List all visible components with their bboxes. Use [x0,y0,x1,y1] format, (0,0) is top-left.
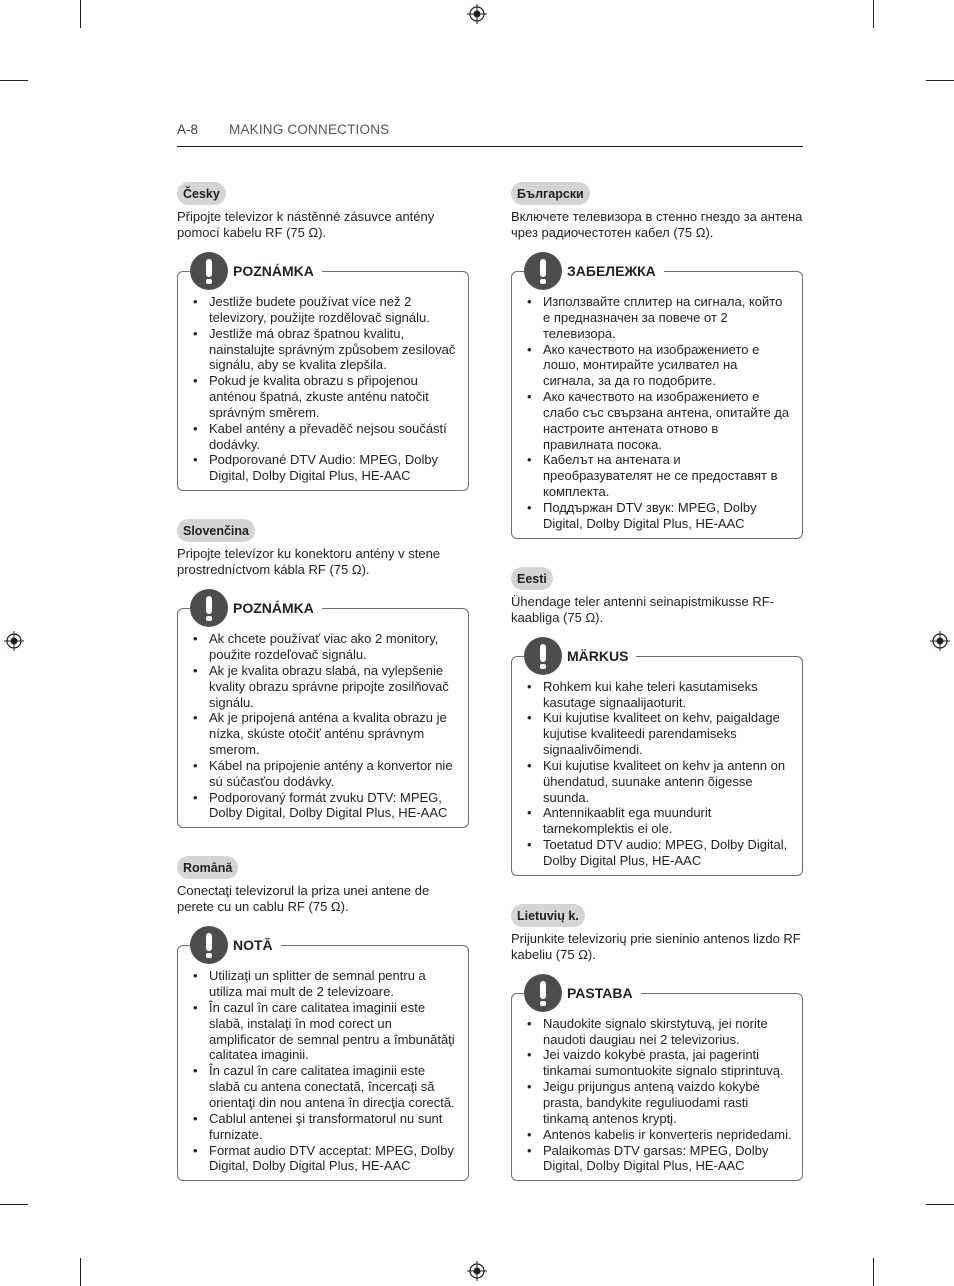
note-header [524,252,664,290]
language-section-romanian [177,856,469,1181]
note-list [192,631,458,821]
list-item: • Поддържан DTV звук: MPEG, Dolby Digital, Dolby Digital Plus, HE-AAC [526,500,792,532]
list-item: • Използвайте сплитер на сигнала, който е предназначен за повече от 2 телевизора. [526,294,792,342]
intro-text: Prijunkite televizorių prie sieninio antenos lizdo RF kabeliu (75 Ω). [511,930,801,962]
note-header [524,637,636,675]
crop-mark [80,0,81,28]
running-header [177,122,803,147]
list-item: • Кабелът на антената и преобразувателят не се предоставят в комплекта. [526,452,792,500]
note-title: PASTABA [567,984,633,1001]
intro-text: Включете телевизора в стенно гнездо за антена чрез радиочестотен кабел (75 Ω). [511,209,803,240]
intro-text: Připojte televizor k nástěnné zásuvce antény pomocí kabelu RF (75 Ω). [177,209,435,240]
crop-mark [80,1258,81,1286]
list-item: • Cablul antenei şi transformatorul nu sunt furnizate. [192,1111,458,1143]
language-label: Eesti [511,567,553,590]
note-list [526,294,792,532]
exclamation-icon [190,252,228,290]
note-box [177,937,469,1181]
list-item: • Podporovaný formát zvuku DTV: MPEG, Dolby Digital, Dolby Digital Plus, HE-AAC [192,790,458,822]
note-list [526,679,792,869]
exclamation-icon [190,589,228,627]
list-item: • Antennikaablit ega muundurit tarnekomplektis ei ole. [526,805,792,837]
list-item: • Kui kujutise kvaliteet on kehv, paigaldage kujutise kvaliteedi parendamiseks signaalivõimendi. [526,710,792,758]
note-box [511,263,803,539]
language-label: Lietuvių k. [511,904,585,927]
note-box [177,263,469,491]
note-list [192,968,458,1174]
note-header [524,974,641,1012]
list-item: • Ако качеството на изображението е лошо, монтирайте усилвател на сигнала, за да го подобрите. [526,342,792,390]
list-item: • Antenos kabelis ir konverteris nepridedami. [526,1127,792,1143]
list-item: • Naudokite signalo skirstytuvą, jei norite naudoti daugiau nei 2 televizorius. [526,1016,792,1048]
list-item: • Ако качеството на изображението е слабо със свързана антена, опитайте да настроите антената отново в правилната посока. [526,389,792,452]
crop-mark [0,80,28,81]
list-item: • În cazul în care calitatea imaginii este slabă cu antena conectată, încercaţi să orientaţi din nou antena în direcţia corectă. [192,1063,458,1111]
registration-mark-icon [4,631,24,651]
exclamation-icon [524,252,562,290]
note-title: ЗАБЕЛЕЖКА [567,263,656,279]
language-section-bulgarian [511,182,803,539]
note-title: POZNÁMKA [233,600,314,617]
list-item: • Jeigu prijungus anteną vaizdo kokybė prasta, bandykite reguliuodami rasti tinkamą antenos kryptį. [526,1079,792,1127]
crop-mark [873,0,874,28]
registration-mark-icon [930,631,950,651]
crop-mark [0,1204,28,1205]
list-item: • Jei vaizdo kokybė prasta, jai pagerinti tinkamai sumontuokite signalo stiprintuvą. [526,1047,792,1079]
left-column [177,182,469,1209]
intro-text: Pripojte televízor ku konektoru antény v stene prostredníctvom kábla RF (75 Ω). [177,546,441,578]
list-item: • Kui kujutise kvaliteet on kehv ja antenn on ühendatud, suunake antenn õigesse suunda. [526,758,792,806]
language-label: Česky [177,182,226,205]
note-title: MÄRKUS [567,647,629,664]
list-item: • Jestliže má obraz špatnou kvalitu, nainstalujte správným způsobem zesilovač signálu, aby se kvalita zlepšila. [192,326,458,374]
crop-mark [873,1258,874,1286]
note-box [511,647,803,876]
intro-text: Conectaţi televizorul la priza unei antene de perete cu un cablu RF (75 Ω). [177,883,430,915]
list-item: • Palaikomas DTV garsas: MPEG, Dolby Digital, Dolby Digital Plus, HE-AAC [526,1143,792,1175]
exclamation-icon [190,926,228,964]
registration-mark-icon [467,1261,487,1281]
right-column [511,182,803,1209]
list-item: • Kabel antény a převaděč nejsou součástí dodávky. [192,421,458,453]
exclamation-icon [524,974,562,1012]
note-box [177,600,469,828]
language-label: Slovenčina [177,519,255,542]
list-item: • În cazul în care calitatea imaginii este slabă, instalaţi în mod corect un amplificator de semnal pentru a îmbunătăţi calitatea imaginii. [192,1000,458,1063]
note-box [511,984,803,1181]
list-item: • Toetatud DTV audio: MPEG, Dolby Digital, Dolby Digital Plus, HE-AAC [526,837,792,869]
note-list [192,294,458,484]
language-label: Română [177,856,238,879]
crop-mark [926,1204,954,1205]
note-title: NOTĂ [233,937,273,954]
list-item: • Kábel na pripojenie antény a konvertor nie sú súčasťou dodávky. [192,758,458,790]
note-list [526,1016,792,1174]
crop-mark [926,80,954,81]
chapter-title: MAKING CONNECTIONS [229,122,390,137]
list-item: • Podporované DTV Audio: MPEG, Dolby Digital, Dolby Digital Plus, HE-AAC [192,452,458,484]
intro-text: Ühendage teler antenni seinapistmikusse RF-kaabliga (75 Ω). [511,593,775,625]
note-title: POZNÁMKA [233,263,314,279]
list-item: • Pokud je kvalita obrazu s připojenou anténou špatná, zkuste anténu natočit správným směrem. [192,373,458,421]
language-section-estonian [511,567,803,876]
registration-mark-icon [467,4,487,24]
exclamation-icon [524,637,562,675]
language-section-slovak [177,519,469,828]
list-item: • Utilizaţi un splitter de semnal pentru a utiliza mai mult de 2 televizoare. [192,968,458,1000]
language-section-czech [177,182,469,491]
list-item: • Format audio DTV acceptat: MPEG, Dolby Digital, Dolby Digital Plus, HE-AAC [192,1143,458,1175]
language-section-lithuanian [511,904,803,1181]
language-label: Български [511,182,590,205]
note-header [190,589,322,627]
list-item: • Ak je pripojená anténa a kvalita obrazu je nízka, skúste otočiť anténu správnym smerom. [192,710,458,758]
note-header [190,252,322,290]
note-header [190,926,281,964]
page-number: A-8 [177,122,199,137]
list-item: • Jestliže budete používat více než 2 televizory, použijte rozdělovač signálu. [192,294,458,326]
list-item: • Ak chcete používať viac ako 2 monitory, použite rozdeľovač signálu. [192,631,458,663]
list-item: • Ak je kvalita obrazu slabá, na vylepšenie kvality obrazu správne pripojte zosilňovač signálu. [192,663,458,711]
list-item: • Rohkem kui kahe teleri kasutamiseks kasutage signaalijaoturit. [526,679,792,711]
